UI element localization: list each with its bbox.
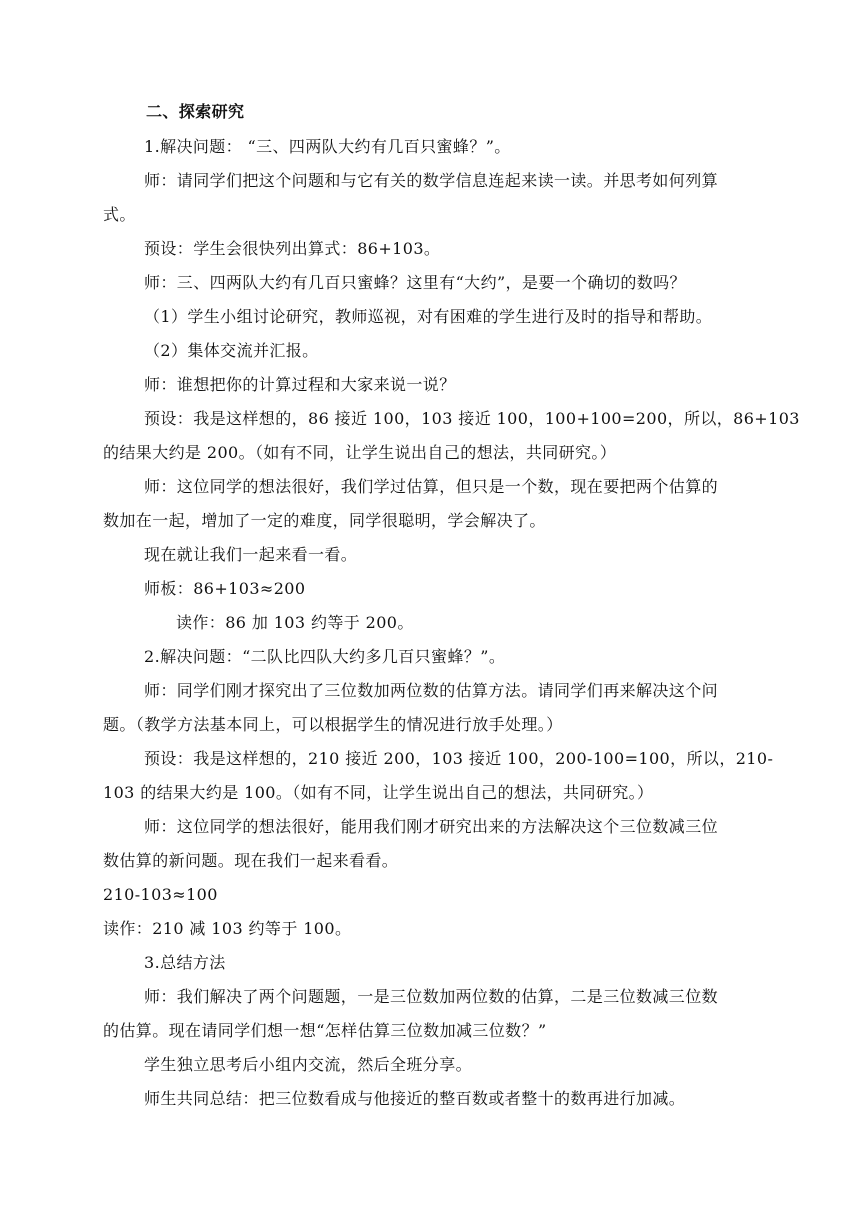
paragraph-line: 师：我们解决了两个问题题，一是三位数加两位数的估算，二是三位数减三位数 [144,987,719,1006]
reading-line: 读作：86 加 103 约等于 200。 [176,613,414,632]
paragraph-line: 预设：我是这样想的，86 接近 100，103 接近 100，100+100=200，所以，86+103 [144,409,800,428]
paragraph-line: 师：这位同学的想法很好，我们学过估算，但只是一个数，现在要把两个估算的 [144,477,719,496]
paragraph-line: 师：请同学们把这个问题和与它有关的数学信息连起来读一读。并思考如何列算 [144,171,719,190]
paragraph-line: 预设：我是这样想的，210 接近 200，103 接近 100，200-100=100，所以，210- [144,749,774,768]
paragraph-line: （2）集体交流并汇报。 [144,341,319,360]
paragraph-line: （1）学生小组讨论研究，教师巡视，对有困难的学生进行及时的指导和帮助。 [144,307,713,326]
paragraph-line: 式。 [103,205,136,224]
paragraph-line: 师：谁想把你的计算过程和大家来说一说？ [144,375,456,394]
paragraph-line: 师：这位同学的想法很好，能用我们刚才研究出来的方法解决这个三位数减三位 [144,817,719,836]
paragraph-line: 题。（教学方法基本同上，可以根据学生的情况进行放手处理。） [103,715,563,734]
paragraph-line: 数估算的新问题。现在我们一起来看看。 [103,851,399,870]
summary-line: 师生共同总结：把三位数看成与他接近的整百数或者整十的数再进行加减。 [144,1089,686,1108]
paragraph-line: 师：三、四两队大约有几百只蜜蜂？这里有“大约”，是要一个确切的数吗？ [144,273,686,292]
equation-line: 210-103≈100 [103,885,218,904]
reading-line: 读作：210 减 103 约等于 100。 [103,919,352,938]
blackboard-equation: 师板：86+103≈200 [144,579,306,598]
paragraph-line: 数加在一起，增加了一定的难度，同学很聪明，学会解决了。 [103,511,546,530]
paragraph-line: 的结果大约是 200。（如有不同，让学生说出自己的想法，共同研究。） [103,443,617,462]
section-heading: 二、探索研究 [146,102,245,121]
paragraph-line: 预设：学生会很快列出算式：86+103。 [144,239,441,258]
problem-3-title: 3.总结方法 [144,953,226,972]
paragraph-line: 学生独立思考后小组内交流，然后全班分享。 [144,1055,473,1074]
paragraph-line: 现在就让我们一起来看一看。 [144,545,358,564]
problem-1-title: 1.解决问题： “三、四两队大约有几百只蜜蜂？”。 [144,137,511,156]
paragraph-line: 师：同学们刚才探究出了三位数加两位数的估算方法。请同学们再来解决这个问 [144,681,719,700]
paragraph-line: 103 的结果大约是 100。（如有不同，让学生说出自己的想法，共同研究。） [103,783,654,802]
problem-2-title: 2.解决问题：“二队比四队大约多几百只蜜蜂？”。 [144,647,506,666]
paragraph-line: 的估算。现在请同学们想一想“怎样估算三位数加减三位数？” [103,1021,547,1040]
